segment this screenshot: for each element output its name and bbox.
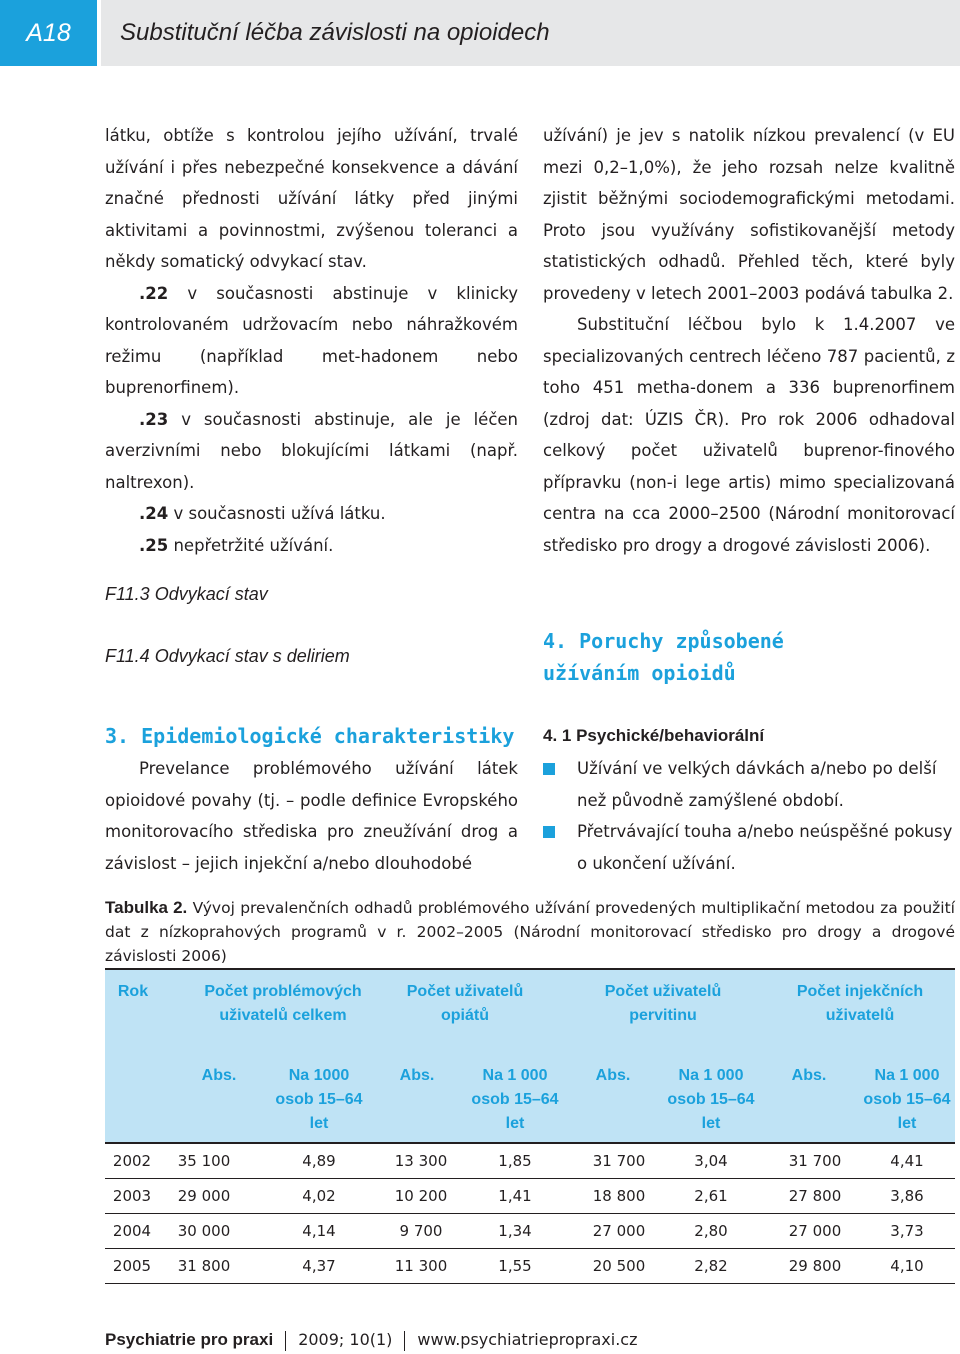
item-24 [105,498,518,530]
header-injecting: Počet injekčních uživatelů [796,983,924,1024]
table-caption [105,896,955,968]
item-code: .23 [139,409,169,429]
footer-separator [404,1331,405,1351]
bullet-text: Přetrvávající touha a/nebo neúspěšné pokusy o ukončení užívání. [577,822,953,873]
item-text: nepřetržité užívání. [168,535,334,555]
prevalence-paragraph: užívání) je jev s natolik nízkou prevalencí (v EU mezi 0,2–1,0%), že jeho rozsah nelze kvalitně zjistit běžnými sociodemografickými metodami. Proto jsou využívány sofistikovanější metody statistických odhadů. Přehled těch, které byly provedeny v letech 2001–2003 podává tabulka 2. [543,126,955,303]
table-header [105,968,955,1144]
table-cell: 2,82 [694,1257,728,1275]
right-column [543,120,955,561]
table-cell: 4,02 [302,1187,336,1205]
table-cell: 10 200 [394,1187,448,1205]
running-title: Substituční léčba závislosti na opioidech [120,19,550,46]
table-cell: 1,34 [498,1222,532,1240]
table-cell: 2003 [112,1187,152,1205]
item-text: v současnosti užívá látku. [168,504,386,523]
table-caption-text: Vývoj prevalenčních odhadů problémového užívání provedených multiplikační metodou za použití dat z nízkoprahových programů v r. 2002–2005 (Národní monitorovací středisko pro drogy a drogové závislosti 2006) [105,899,955,965]
table-cell: 31 700 [592,1152,646,1170]
header-pervitin: Počet uživatelů pervitinu [604,983,722,1024]
table-cell: 13 300 [394,1152,448,1170]
section3-heading: 3. Epidemiologické charakteristiky [105,724,515,748]
header-abs: Abs. [399,1067,435,1084]
item-code: .24 [139,504,169,523]
table-cell: 31 700 [788,1152,842,1170]
table-cell: 11 300 [394,1257,448,1275]
item-text: v současnosti abstinuje v klinicky kontrolovaném udržovacím nebo náhražkovém režimu (například met-hadonem nebo buprenorfinem). [105,283,518,397]
table-cell: 3,86 [890,1187,924,1205]
page-number: A18 [0,0,97,66]
table-cell: 29 800 [788,1257,842,1275]
journal-issue: 2009; 10(1) [298,1330,393,1349]
section41-heading: 4. 1 Psychické/behaviorální [543,726,765,745]
table-cell: 27 000 [788,1222,842,1240]
journal-url: www.psychiatriepropraxi.cz [417,1330,638,1349]
section4-heading [543,625,784,689]
table-cell: 18 800 [592,1187,646,1205]
item-25 [105,530,518,562]
header-per1000: Na 1 000 osob 15–64 let [863,1067,951,1132]
left-column [105,120,518,672]
header-per1000: Na 1 000 osob 15–64 let [667,1067,755,1132]
header-per1000: Na 1000 osob 15–64 let [275,1067,363,1132]
footer-separator [285,1331,286,1351]
bullet-list [543,753,955,879]
table-row [105,1249,955,1284]
item-code: .25 [139,535,169,555]
item-23 [105,404,518,499]
section4-heading-line1: 4. Poruchy způsobené [543,629,784,653]
table-cell: 4,14 [302,1222,336,1240]
table-cell: 2,61 [694,1187,728,1205]
section3-body [105,753,518,879]
table-cell: 20 500 [592,1257,646,1275]
table-cell: 1,41 [498,1187,532,1205]
table-cell: 27 000 [592,1222,646,1240]
table-cell: 4,37 [302,1257,336,1275]
table-cell: 4,89 [302,1152,336,1170]
table-cell: 2004 [112,1222,152,1240]
table-cell: 2002 [112,1152,152,1170]
section4-heading-line2: užíváním opioidů [543,661,736,685]
section3-paragraph: Prevelance problémového užívání látek opioidové povahy (tj. – podle definice Evropského monitorovacího střediska pro zneužívání drog a závislost – jejich injekční a/nebo dlouhodobé [105,759,518,873]
table-cell: 30 000 [177,1222,231,1240]
header-abs: Abs. [791,1067,827,1084]
table-row [105,1179,955,1214]
table-cell: 35 100 [177,1152,231,1170]
header-abs: Abs. [201,1067,237,1084]
bullet-square-icon [543,763,555,775]
table-cell: 1,55 [498,1257,532,1275]
bullet-square-icon [543,826,555,838]
header-rok: Rok [117,983,149,1000]
table-cell: 2,80 [694,1222,728,1240]
item-22 [105,278,518,404]
table-row [105,1214,955,1249]
intro-paragraph: látku, obtíže s kontrolou jejího užívání, trvalé užívání i přes nebezpečné konsekvence a dávání značné přednosti užívání látky před jinými aktivitami a povinnostmi, zvýšenou toleranci a někdy somatický odvykací stav. [105,126,518,271]
header-abs: Abs. [595,1067,631,1084]
table-caption-label: Tabulka 2. [105,898,188,917]
table-row [105,1144,955,1179]
table-cell: 29 000 [177,1187,231,1205]
bullet-text: Užívání ve velkých dávkách a/nebo po delší než původně zamýšlené období. [577,759,937,810]
table-cell: 27 800 [788,1187,842,1205]
header-opiates: Počet uživatelů opiátů [406,983,524,1024]
table-cell: 4,41 [890,1152,924,1170]
item-code: .22 [139,283,169,303]
table-cell: 3,73 [890,1222,924,1240]
table-cell: 2005 [112,1257,152,1275]
table-cell: 1,85 [498,1152,532,1170]
header-total: Počet problémových uživatelů celkem [204,983,362,1024]
bullet-item [543,816,955,879]
bullet-item [543,753,955,816]
page-header [0,0,960,66]
table-cell: 3,04 [694,1152,728,1170]
f114-heading: F11.4 Odvykací stav s deliriem [105,645,350,666]
journal-name: Psychiatrie pro praxi [105,1330,274,1349]
table-cell: 9 700 [399,1222,443,1240]
table-cell: 31 800 [177,1257,231,1275]
substitution-paragraph: Substituční léčbou bylo k 1.4.2007 ve specializovaných centrech léčeno 787 pacientů, z toho 451 metha-donem a 336 buprenorfinem (zdroj dat: ÚZIS ČR). Pro rok 2006 odhadoval celkový počet uživatelů buprenor-finového přípravku (non-i lege artis) mimo specializovaná centra na cca 2000–2500 (Národní monitorovací středisko pro drogy a drogové závislosti 2006). [543,315,955,555]
header-per1000: Na 1 000 osob 15–64 let [471,1067,559,1132]
item-text: v současnosti abstinuje, ale je léčen averzivními nebo blokujícími látkami (např. naltrexon). [105,409,518,492]
f113-heading: F11.3 Odvykací stav [105,584,268,604]
table-cell: 4,10 [890,1257,924,1275]
page-footer [105,1328,637,1352]
